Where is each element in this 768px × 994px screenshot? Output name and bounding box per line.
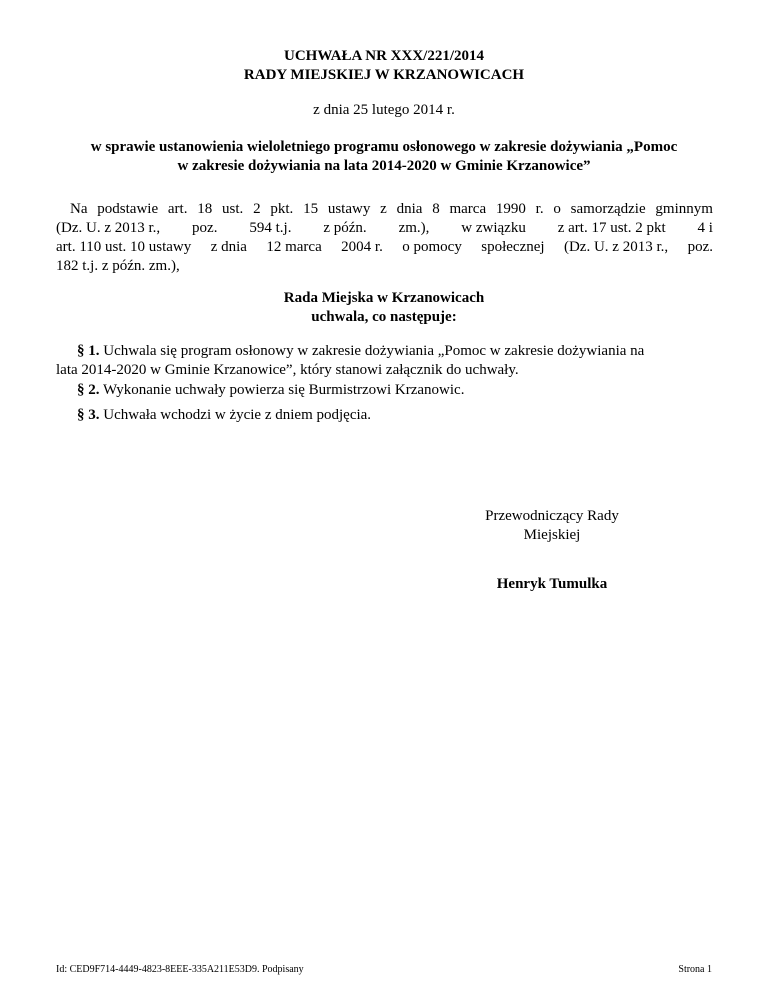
footer-document-id: Id: CED9F714-4449-4823-8EEE-335A211E53D9. Podpisany bbox=[56, 964, 304, 975]
legal-basis-word: dnia bbox=[396, 201, 423, 217]
legal-basis-word: o pomocy bbox=[402, 239, 462, 255]
legal-basis-word: społecznej bbox=[481, 239, 545, 255]
legal-basis-word: (Dz. U. z 2013 r., bbox=[56, 220, 161, 236]
legal-basis-word: ust. bbox=[222, 201, 244, 217]
legal-basis-word: podstawie bbox=[97, 201, 159, 217]
legal-basis-word: z dnia bbox=[210, 239, 247, 255]
paragraph-3 bbox=[56, 406, 713, 425]
legal-basis-word: 4 i bbox=[697, 220, 713, 236]
legal-basis-word: gminnym bbox=[655, 201, 713, 217]
signature-role bbox=[456, 507, 648, 545]
resolution-subject bbox=[56, 138, 712, 176]
legal-basis-word: pkt. bbox=[270, 201, 294, 217]
paragraph-1-line-2: lata 2014-2020 w Gminie Krzanowice”, który stanowi załącznik do uchwały. bbox=[56, 362, 519, 378]
legal-basis-word: w związku bbox=[461, 220, 526, 236]
resolution-date: z dnia 25 lutego 2014 r. bbox=[313, 102, 455, 118]
legal-basis-word: z późn. bbox=[323, 220, 367, 236]
council-name: Rada Miejska w Krzanowicach bbox=[283, 290, 485, 306]
legal-basis-word: art. 110 ust. 10 ustawy bbox=[56, 239, 192, 255]
paragraph-3-text: Uchwała wchodzi w życie z dniem podjęcia. bbox=[99, 407, 372, 423]
legal-basis-word: ustawy bbox=[327, 201, 371, 217]
paragraph-3-number: § 3. bbox=[77, 407, 100, 423]
legal-basis-line-3 bbox=[56, 238, 713, 257]
signature-name: Henryk Tumulka bbox=[496, 576, 608, 592]
subject-line-2: w zakresie dożywiania na lata 2014-2020 w Gminie Krzanowice” bbox=[177, 158, 591, 174]
paragraph-3-line-1 bbox=[56, 406, 713, 425]
legal-basis-word: poz. bbox=[687, 239, 713, 255]
legal-basis-word: zm.), bbox=[398, 220, 430, 236]
paragraph-1-number: § 1. bbox=[77, 343, 100, 359]
signature-role-line-1: Przewodniczący Rady bbox=[485, 508, 619, 524]
legal-basis-word: r. bbox=[535, 201, 544, 217]
legal-basis-word: marca bbox=[449, 201, 487, 217]
paragraph-2-number: § 2. bbox=[77, 382, 100, 398]
legal-basis-line-1 bbox=[56, 200, 713, 219]
footer-page-number: Strona 1 bbox=[678, 964, 712, 975]
legal-basis-word: o bbox=[553, 201, 561, 217]
legal-basis-word: art. bbox=[167, 201, 188, 217]
legal-basis-word: 8 bbox=[432, 201, 440, 217]
resolution-title bbox=[56, 47, 712, 85]
council-resolves: uchwala, co następuje: bbox=[311, 309, 457, 325]
legal-basis-word: 594 t.j. bbox=[249, 220, 292, 236]
title-line-council: RADY MIEJSKIEJ W KRZANOWICACH bbox=[243, 67, 525, 83]
legal-basis-word: z art. 17 ust. 2 pkt bbox=[557, 220, 666, 236]
paragraph-2-text: Wykonanie uchwały powierza się Burmistrzowi Krzanowic. bbox=[99, 382, 465, 398]
signature-role-line-2: Miejskiej bbox=[523, 527, 581, 543]
paragraph-2 bbox=[56, 381, 713, 400]
legal-basis-line-2 bbox=[56, 219, 713, 238]
legal-basis-word: 1990 bbox=[495, 201, 526, 217]
legal-basis-word: 18 bbox=[197, 201, 213, 217]
legal-basis-word: z bbox=[380, 201, 387, 217]
paragraph-2-line-1 bbox=[56, 381, 713, 400]
legal-basis-line-4: 182 t.j. z późn. zm.), bbox=[56, 258, 180, 274]
paragraph-1-text-1: Uchwala się program osłonowy w zakresie dożywiania „Pomoc w zakresie dożywiania na bbox=[99, 343, 645, 359]
legal-basis bbox=[56, 200, 713, 276]
subject-line-1: w sprawie ustanowienia wieloletniego programu osłonowego w zakresie dożywiania „Pomoc bbox=[90, 139, 678, 155]
title-line-number: UCHWAŁA NR XXX/221/2014 bbox=[283, 48, 484, 64]
legal-basis-word: Na bbox=[70, 201, 88, 217]
paragraph-1-line-1 bbox=[56, 342, 713, 361]
legal-basis-word: samorządzie bbox=[570, 201, 646, 217]
legal-basis-word: 12 marca bbox=[266, 239, 322, 255]
legal-basis-word: 15 bbox=[303, 201, 319, 217]
legal-basis-word: (Dz. U. z 2013 r., bbox=[563, 239, 669, 255]
legal-basis-word: 2 bbox=[253, 201, 261, 217]
legal-basis-word: poz. bbox=[192, 220, 218, 236]
council-statement bbox=[56, 289, 712, 327]
paragraph-1 bbox=[56, 342, 713, 380]
legal-basis-word: 2004 r. bbox=[341, 239, 383, 255]
